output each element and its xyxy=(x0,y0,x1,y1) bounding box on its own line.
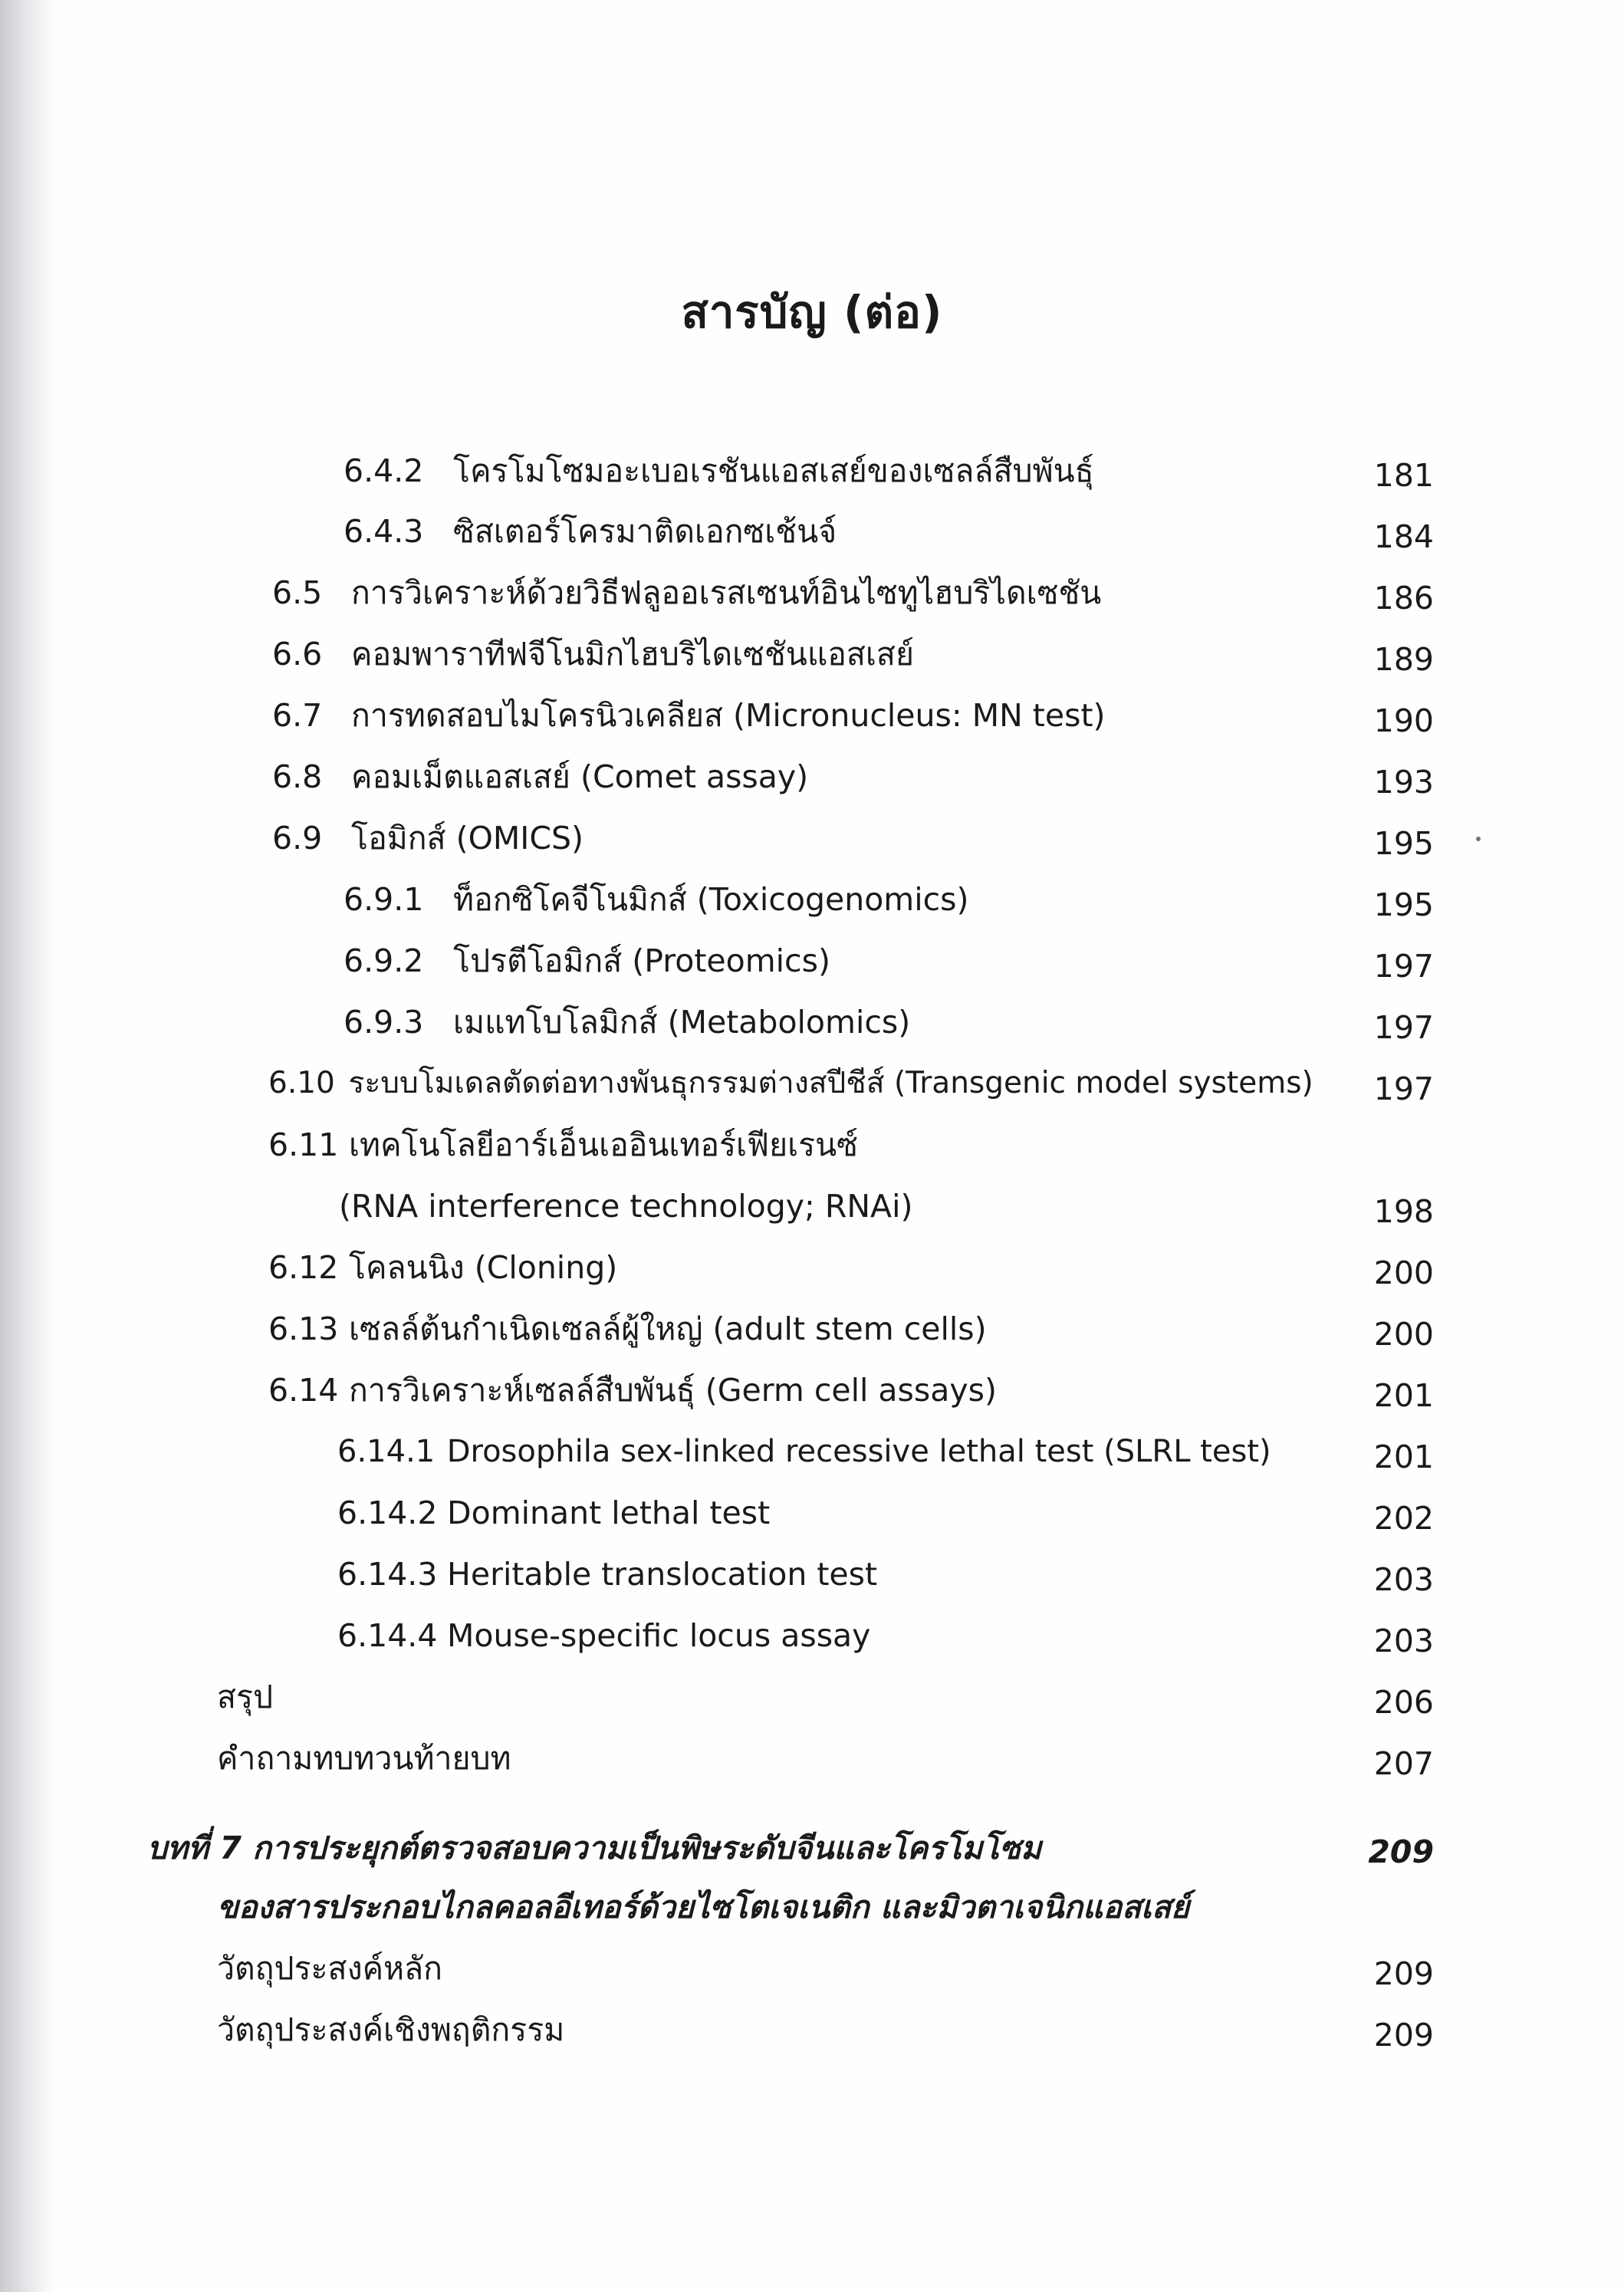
chapter-page: 209 xyxy=(1368,1833,1434,1870)
entry-page: 203 xyxy=(1373,1623,1434,1659)
entry-number: 6.7 xyxy=(272,697,323,734)
entry-title: Mouse-specific locus assay xyxy=(447,1617,871,1654)
toc-entry xyxy=(217,1945,442,1991)
entry-title: ท็อกซิโคจีโนมิกส์ (Toxicogenomics) xyxy=(453,881,969,918)
entry-number: 6.14.4 xyxy=(337,1617,438,1654)
toc-entry xyxy=(217,1735,511,1781)
toc-entry xyxy=(337,1429,1271,1475)
entry-title: เมแทโบโลมิกส์ (Metabolomics) xyxy=(453,1004,911,1041)
entry-page: 200 xyxy=(1373,1316,1434,1353)
entry-number: 6.9.3 xyxy=(344,1004,424,1041)
entry-page: 184 xyxy=(1373,518,1434,555)
toc-entry xyxy=(268,1245,617,1291)
entry-number: 6.10 xyxy=(268,1066,335,1100)
stray-dot-mark xyxy=(1476,837,1481,841)
entry-title: สรุป xyxy=(217,1679,274,1715)
entry-title: การทดสอบไมโครนิวเคลียส (Micronucleus: MN test) xyxy=(351,697,1106,734)
toc-entry xyxy=(268,1061,1313,1107)
page-title: สารบัญ (ต่อ) xyxy=(681,286,943,338)
entry-title: วัตถุประสงค์หลัก xyxy=(217,1950,442,1987)
toc-entry xyxy=(272,570,1101,616)
toc-entry xyxy=(217,1674,273,1720)
entry-page: 195 xyxy=(1373,886,1434,923)
entry-number: 6.4.3 xyxy=(344,513,424,550)
entry-number: 6.5 xyxy=(272,574,323,611)
entry-number: 6.14.3 xyxy=(337,1556,438,1593)
entry-page: 201 xyxy=(1373,1439,1434,1475)
chapter-title-line-2: ของสารประกอบไกลคอลอีเทอร์ด้วยไซโตเจเนติก และมิวตาเจนิกแอสเสย์ xyxy=(217,1889,1190,1925)
entry-number: 6.13 xyxy=(268,1310,339,1347)
entry-number: 6.8 xyxy=(272,758,323,795)
toc-entry xyxy=(339,1183,913,1229)
toc-entry xyxy=(337,1613,870,1659)
chapter-title-line-1: บทที่ 7 การประยุกต์ตรวจสอบความเป็นพิษระดับจีนและโครโมโซม xyxy=(147,1830,1042,1866)
entry-page: 209 xyxy=(1373,2017,1434,2054)
entry-page: 201 xyxy=(1373,1377,1434,1414)
entry-page: 209 xyxy=(1373,1955,1434,1992)
entry-number: 6.12 xyxy=(268,1249,339,1286)
entry-number: 6.14 xyxy=(268,1372,339,1409)
entry-title: การวิเคราะห์ด้วยวิธีฟลูออเรสเซนท์อินไซทูไฮบริไดเซชัน xyxy=(351,574,1102,611)
entry-title: Dominant lethal test xyxy=(447,1495,771,1531)
toc-entry xyxy=(272,815,584,861)
entry-page: 197 xyxy=(1373,1070,1434,1107)
toc-entry xyxy=(337,1551,877,1597)
toc-entry xyxy=(272,692,1106,738)
entry-title: คอมเม็ตแอสเสย์ (Comet assay) xyxy=(351,758,809,795)
entry-number: 6.4.2 xyxy=(344,452,424,489)
entry-title: การวิเคราะห์เซลล์สืบพันธุ์ (Germ cell assays) xyxy=(349,1372,997,1409)
toc-entry xyxy=(268,1122,858,1168)
entry-title: เทคโนโลยีอาร์เอ็นเออินเทอร์เฟียเรนซ์ xyxy=(349,1126,858,1163)
entry-page: 202 xyxy=(1373,1500,1434,1537)
toc-entry xyxy=(272,754,808,800)
toc-entry xyxy=(268,1367,997,1413)
entry-number: 6.14.1 xyxy=(337,1434,436,1469)
toc-entry xyxy=(344,938,830,984)
toc-entry xyxy=(337,1490,770,1536)
entry-title: (RNA interference technology; RNAi) xyxy=(339,1188,913,1225)
entry-title: โปรตีโอมิกส์ (Proteomics) xyxy=(453,942,830,979)
toc-entry xyxy=(268,1306,987,1352)
entry-title: วัตถุประสงค์เชิงพฤติกรรม xyxy=(217,2011,565,2048)
entry-page: 206 xyxy=(1373,1684,1434,1721)
entry-title: คำถามทบทวนท้ายบท xyxy=(217,1740,511,1777)
entry-page: 197 xyxy=(1373,1009,1434,1046)
toc-entry xyxy=(344,876,969,922)
entry-page: 207 xyxy=(1373,1745,1434,1782)
entry-page: 203 xyxy=(1373,1561,1434,1598)
entry-page: 193 xyxy=(1373,764,1434,801)
entry-number: 6.6 xyxy=(272,636,323,672)
entry-number: 6.9 xyxy=(272,820,323,857)
entry-page: 198 xyxy=(1373,1193,1434,1230)
entry-page: 186 xyxy=(1373,580,1434,617)
entry-page: 197 xyxy=(1373,948,1434,985)
entry-page: 200 xyxy=(1373,1255,1434,1291)
toc-entry xyxy=(272,631,914,677)
entry-title: ระบบโมเดลตัดต่อทางพันธุกรรมต่างสปีชีส์ (Transgenic model systems) xyxy=(348,1066,1313,1100)
entry-title: โคลนนิง (Cloning) xyxy=(349,1249,618,1286)
toc-entry xyxy=(344,999,910,1045)
toc-entry xyxy=(217,2007,564,2053)
entry-page: 181 xyxy=(1373,457,1434,494)
chapter-heading xyxy=(147,1825,1041,1871)
entry-number: 6.9.2 xyxy=(344,942,424,979)
entry-title: โอมิกส์ (OMICS) xyxy=(351,820,584,857)
entry-title: ซิสเตอร์โครมาติดเอกซเช้นจ์ xyxy=(453,513,837,550)
entry-title: เซลล์ต้นกำเนิดเซลล์ผู้ใหญ่ (adult stem cells) xyxy=(349,1310,987,1347)
entry-number: 6.14.2 xyxy=(337,1495,438,1531)
toc-entry xyxy=(344,448,1094,494)
entry-number: 6.11 xyxy=(268,1126,339,1163)
entry-page: 189 xyxy=(1373,641,1434,678)
chapter-heading-continued xyxy=(217,1884,1189,1930)
entry-page: 195 xyxy=(1373,825,1434,862)
entry-page: 190 xyxy=(1373,702,1434,739)
entry-title: Drosophila sex-linked recessive lethal test (SLRL test) xyxy=(446,1434,1271,1469)
entry-number: 6.9.1 xyxy=(344,881,424,918)
entry-title: คอมพาราทีฟจีโนมิกไฮบริไดเซชันแอสเสย์ xyxy=(351,636,914,672)
entry-title: โครโมโซมอะเบอเรชันแอสเสย์ของเซลล์สืบพันธุ์ xyxy=(453,452,1094,489)
entry-title: Heritable translocation test xyxy=(447,1556,878,1593)
toc-entry xyxy=(344,508,837,554)
